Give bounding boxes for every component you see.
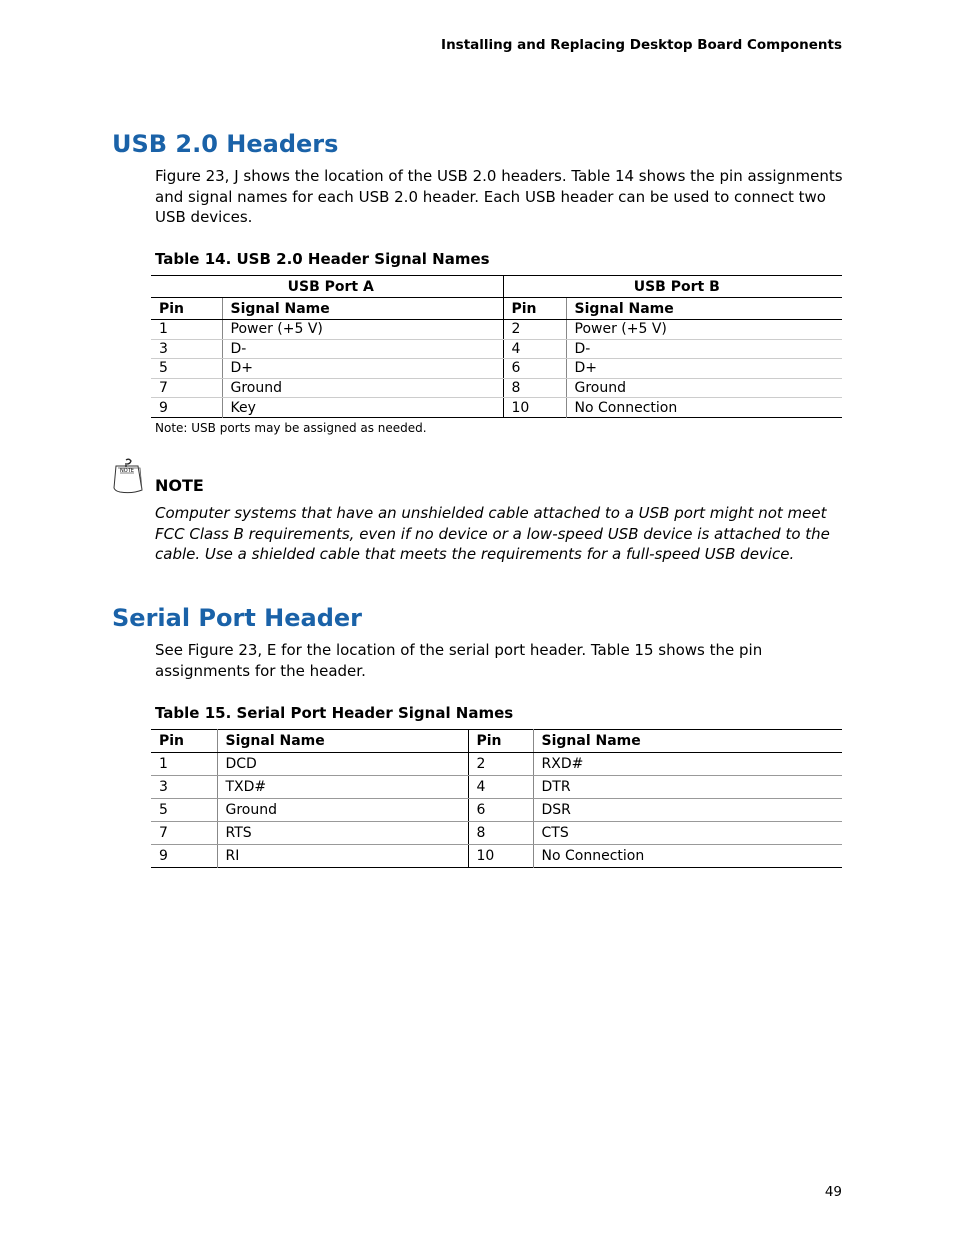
table-cell: 9 [151, 845, 217, 868]
usb-table-caption: Table 14. USB 2.0 Header Signal Names [155, 250, 490, 268]
table-cell: D- [222, 339, 503, 359]
table-cell: Power (+5 V) [222, 320, 503, 340]
table-cell: 2 [503, 320, 566, 340]
table-row [151, 822, 842, 845]
table-cell: Ground [566, 378, 842, 398]
table-cell: RTS [217, 822, 468, 845]
table-row [151, 359, 842, 379]
usb-section-heading: USB 2.0 Headers [112, 130, 339, 158]
table-cell: D- [566, 339, 842, 359]
column-header: Pin [468, 730, 533, 753]
column-header: Pin [151, 298, 222, 320]
table-cell: 5 [151, 359, 222, 379]
column-header: Signal Name [566, 298, 842, 320]
table-cell: 8 [503, 378, 566, 398]
table-cell: No Connection [574, 399, 678, 416]
column-header: Signal Name [217, 730, 468, 753]
table-cell: 1 [151, 320, 222, 340]
table-cell: 2 [468, 753, 533, 776]
table-cell: 10 [503, 398, 566, 418]
table-row [151, 776, 842, 799]
table-cell: CTS [533, 822, 842, 845]
usb-table-note: Note: USB ports may be assigned as needed. [155, 421, 427, 435]
note-body: Computer systems that have an unshielded cable attached to a USB port might not meet FCC Class B requirements, even if no device or a low-speed USB device is attached to the cable. Use a shielded cable that meets the requirements for a full-speed USB device. [155, 504, 830, 563]
column-header: Pin [503, 298, 566, 320]
table-cell: 7 [151, 822, 217, 845]
serial-section-heading: Serial Port Header [112, 604, 362, 632]
table-cell: RXD# [533, 753, 842, 776]
table-cell: RI [217, 845, 468, 868]
note-icon-label: NOTE [120, 468, 134, 474]
column-header: Pin [151, 730, 217, 753]
table-row [151, 320, 842, 340]
table-cell: No Connection [541, 848, 645, 864]
table-cell: 6 [503, 359, 566, 379]
table-cell: Key [222, 398, 503, 418]
table-cell: 4 [468, 776, 533, 799]
table-cell: DSR [533, 799, 842, 822]
column-header: Signal Name [222, 298, 503, 320]
table-cell: Ground [217, 799, 468, 822]
usb-port-b-header: USB Port B [503, 276, 842, 298]
table-cell: Power (+5 V) [566, 320, 842, 340]
table-cell: 3 [151, 776, 217, 799]
table-cell: Ground [222, 378, 503, 398]
table-cell: D+ [222, 359, 503, 379]
serial-signal-table [151, 729, 842, 868]
running-header: Installing and Replacing Desktop Board Components [441, 37, 842, 53]
usb-port-a-header: USB Port A [151, 276, 503, 298]
table-cell: 10 [468, 845, 533, 868]
table-cell: TXD# [217, 776, 468, 799]
table-cell: 4 [503, 339, 566, 359]
usb-intro-paragraph: Figure 23, J shows the location of the USB 2.0 headers. Table 14 shows the pin assignments and signal names for each USB 2.0 header. Each USB header can be used to connect two USB devices. [155, 167, 843, 226]
table-cell: DCD [217, 753, 468, 776]
serial-table-caption: Table 15. Serial Port Header Signal Names [155, 704, 514, 722]
serial-intro-paragraph: See Figure 23, E for the location of the serial port header. Table 15 shows the pin assignments for the header. [155, 641, 763, 680]
table-row [151, 398, 842, 418]
note-icon [112, 458, 144, 496]
table-cell: DTR [533, 776, 842, 799]
page-number: 49 [824, 1184, 842, 1200]
table-cell: 5 [151, 799, 217, 822]
note-title: NOTE [155, 476, 204, 495]
table-cell: 9 [151, 398, 222, 418]
table-cell: D+ [566, 359, 842, 379]
table-cell: 1 [151, 753, 217, 776]
table-row [151, 845, 842, 868]
table-row [151, 799, 842, 822]
table-cell: 3 [151, 339, 222, 359]
usb-signal-table [151, 275, 842, 418]
table-cell: 7 [151, 378, 222, 398]
table-row [151, 378, 842, 398]
column-header: Signal Name [533, 730, 842, 753]
table-row [151, 753, 842, 776]
table-cell: 8 [468, 822, 533, 845]
table-cell: 6 [468, 799, 533, 822]
table-row [151, 339, 842, 359]
